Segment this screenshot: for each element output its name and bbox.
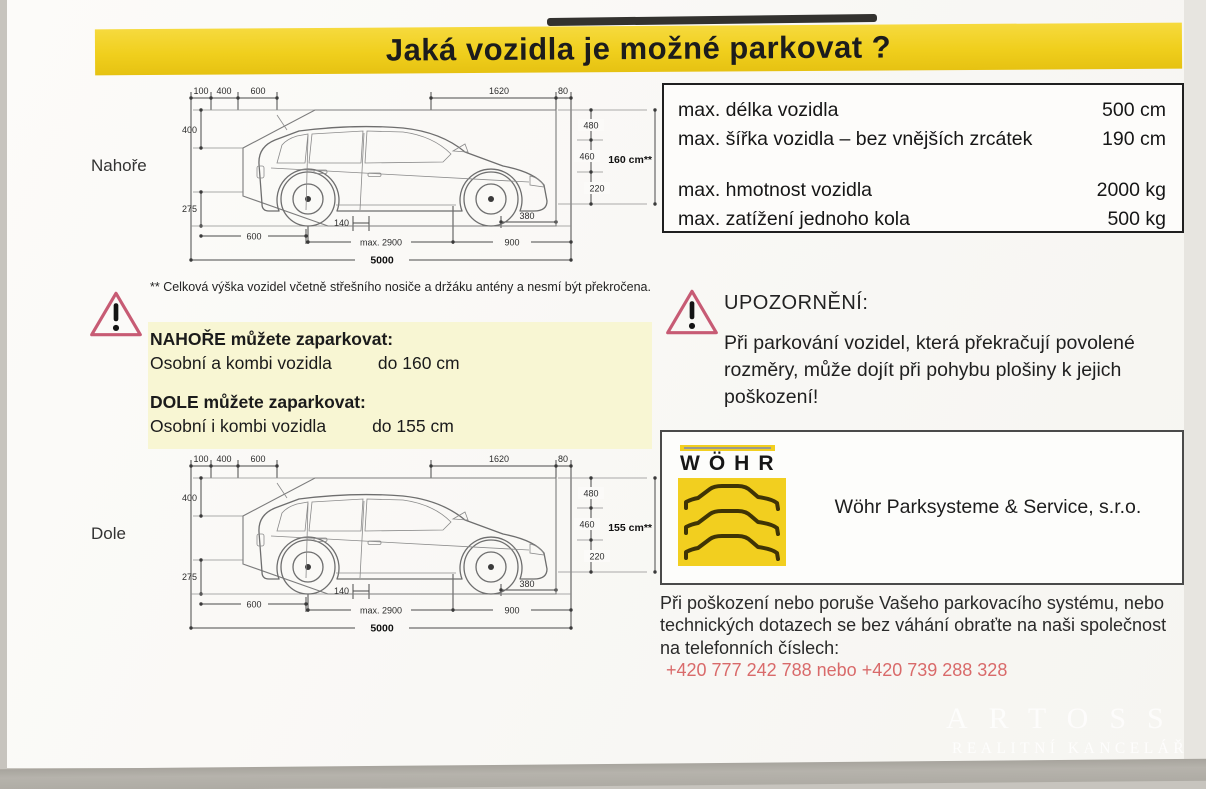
contact-phone-numbers: +420 777 242 788 nebo +420 739 288 328 (666, 659, 1008, 680)
svg-text:380: 380 (519, 211, 535, 221)
downstairs-limit: do 155 cm (372, 416, 454, 436)
specs-table (662, 83, 1184, 233)
svg-text:400: 400 (181, 125, 197, 135)
svg-text:1620: 1620 (488, 86, 510, 96)
svg-text:275: 275 (181, 572, 197, 582)
upstairs-vehicles: Osobní a kombi vozidla (150, 353, 332, 373)
warning-heading: UPOZORNĚNÍ: (724, 292, 869, 314)
svg-text:600: 600 (246, 599, 262, 610)
woehr-logo (678, 445, 800, 571)
contact-block (660, 592, 1188, 681)
table-row (678, 96, 1166, 125)
upstairs-limit: do 160 cm (377, 353, 460, 373)
spec-value: 500 kg (1107, 207, 1166, 230)
parking-rules (148, 322, 652, 449)
svg-text:460: 460 (579, 519, 595, 530)
svg-text:480: 480 (583, 120, 599, 131)
spec-value: 2000 kg (1096, 178, 1166, 201)
svg-text:220: 220 (589, 183, 605, 194)
contact-text: Při poškození nebo poruše Vašeho parkovacího systému, nebo technických dotazech se bez váhání obraťte na naši společnost na telefonních číslech: (660, 593, 1167, 658)
watermark-brand: ARTOSS (946, 702, 1185, 735)
height-footnote: ** Celková výška vozidel včetně střešního nosiče a držáku antény a nesmí být překročena. (150, 280, 651, 294)
downstairs-rule (150, 416, 652, 437)
car-outline (257, 115, 547, 226)
spec-value: 190 cm (1102, 128, 1166, 151)
svg-text:140: 140 (333, 218, 349, 228)
spec-label: max. šířka vozidla – bez vnějších zrcátek (678, 128, 1033, 151)
svg-text:400: 400 (181, 493, 197, 503)
svg-text:600: 600 (250, 86, 266, 96)
svg-text:900: 900 (504, 237, 520, 248)
svg-text:max. 2900: max. 2900 (359, 237, 403, 248)
svg-text:160 cm**: 160 cm** (608, 154, 652, 166)
svg-text:80: 80 (557, 454, 569, 464)
svg-text:140: 140 (333, 586, 349, 596)
watermark-subtitle: REALITNÍ KANCELÁŘ (952, 740, 1189, 757)
table-row (678, 125, 1166, 154)
downstairs-rule-heading: DOLE můžete zaparkovat: (150, 392, 366, 412)
svg-text:600: 600 (246, 231, 262, 242)
warning-text: Při parkování vozidel, která překračují povolené rozměry, může dojít při pohybu plošiny k jejich poškození! (724, 332, 1135, 408)
svg-text:400: 400 (216, 86, 232, 96)
spec-label: max. hmotnost vozidla (678, 178, 873, 201)
company-box (660, 430, 1184, 585)
page-title: Jaká vozidla je možné parkovat ? (385, 29, 892, 68)
warning-icon (89, 289, 143, 339)
svg-text:1620: 1620 (488, 454, 510, 464)
svg-text:5000: 5000 (370, 254, 394, 267)
svg-text:275: 275 (181, 204, 197, 214)
car-outline (257, 483, 547, 594)
car-dimension-diagram-lower (101, 452, 661, 644)
warning-icon (665, 287, 719, 337)
svg-text:220: 220 (589, 551, 605, 562)
svg-text:100: 100 (193, 454, 209, 464)
svg-text:5000: 5000 (370, 622, 394, 635)
svg-text:460: 460 (579, 151, 595, 162)
spec-value: 500 cm (1102, 99, 1166, 121)
sign-paper (7, 0, 1184, 768)
table-row (678, 205, 1166, 234)
table-row (678, 176, 1166, 205)
svg-text:600: 600 (250, 454, 266, 464)
title-bar (95, 23, 1182, 76)
lower-level-label: Dole (91, 524, 126, 543)
company-name: Wöhr Parksysteme & Service, s.r.o. (834, 496, 1142, 518)
svg-text:900: 900 (504, 605, 520, 616)
photo-edge-strip (1184, 0, 1206, 768)
upstairs-rule-heading: NAHOŘE můžete zaparkovat: (150, 329, 394, 349)
spec-label: max. délka vozidla (678, 99, 839, 121)
woehr-logo-text: WÖHR (680, 451, 783, 475)
spec-label: max. zatížení jednoho kola (678, 207, 910, 230)
downstairs-vehicles: Osobní i kombi vozidla (150, 416, 327, 436)
svg-text:480: 480 (583, 488, 599, 499)
svg-text:80: 80 (557, 86, 569, 96)
svg-text:155 cm**: 155 cm** (608, 522, 652, 534)
svg-text:max. 2900: max. 2900 (359, 605, 403, 616)
woehr-logo-icon (678, 478, 786, 566)
svg-text:380: 380 (519, 579, 535, 589)
svg-text:100: 100 (193, 86, 209, 96)
svg-text:400: 400 (216, 454, 232, 464)
woehr-slogan-strip (680, 445, 775, 451)
upstairs-rule (150, 353, 652, 374)
upper-level-label: Nahoře (91, 156, 147, 175)
car-dimension-diagram-upper (101, 84, 661, 276)
table-spacer (678, 155, 1166, 176)
